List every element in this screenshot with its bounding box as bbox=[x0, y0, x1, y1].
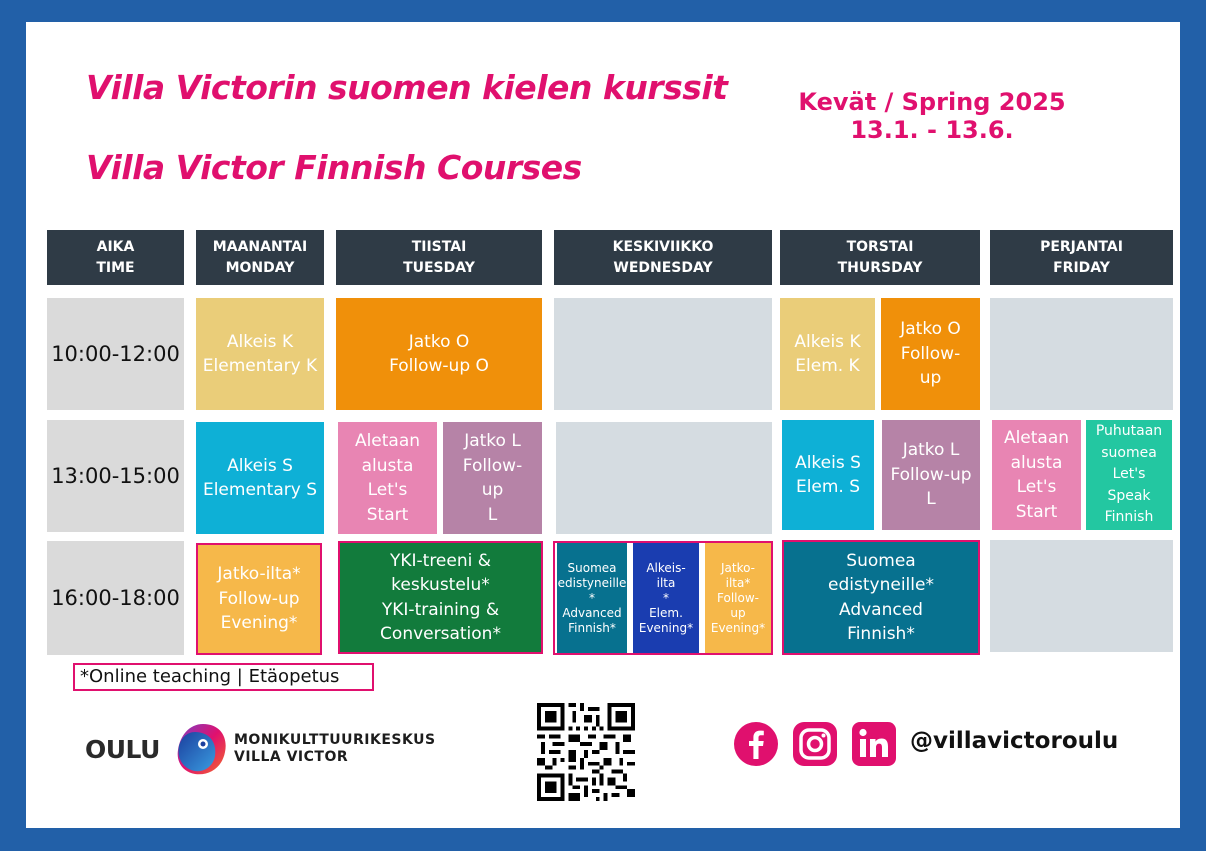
course-name-fi: Jatko O bbox=[900, 319, 961, 340]
header-thursday-en: THURSDAY bbox=[837, 259, 923, 276]
header-wednesday-en: WEDNESDAY bbox=[613, 259, 713, 276]
course-name-en: Follow-up bbox=[890, 464, 972, 485]
header-monday-en: MONDAY bbox=[225, 259, 295, 276]
course-name-en: Elem. S bbox=[795, 477, 861, 497]
course-name-fi: Jatko-ilta* bbox=[217, 564, 301, 585]
course-name-en-cont: up bbox=[481, 480, 504, 500]
title-finnish: Villa Victorin suomen kielen kurssit bbox=[86, 68, 728, 107]
instagram-icon[interactable] bbox=[792, 721, 838, 767]
header-monday-fi: MAANANTAI bbox=[212, 238, 308, 255]
title-english: Villa Victor Finnish Courses bbox=[86, 148, 582, 187]
course-name-fi-cont: keskustelu* bbox=[391, 575, 490, 595]
course-name-fi-cont: ilta* bbox=[725, 575, 751, 590]
empty-slot-wednesday-morning bbox=[554, 298, 772, 410]
course-name-fi: Alkeis- bbox=[646, 560, 686, 575]
course-name-fi-cont: ilta bbox=[656, 575, 676, 590]
header-friday-en: FRIDAY bbox=[1053, 259, 1110, 276]
course-level: L bbox=[487, 504, 498, 525]
course-name-en: Let's bbox=[367, 480, 408, 500]
social-handle[interactable]: @villavictoroulu bbox=[910, 728, 1119, 754]
course-jatko-o-tuesday[interactable] bbox=[336, 298, 542, 410]
course-name-en: Let's bbox=[1112, 466, 1146, 483]
qr-code-icon[interactable] bbox=[537, 703, 635, 801]
time-slot-morning: 10:00-12:00 bbox=[47, 298, 184, 410]
empty-slot-friday-morning bbox=[990, 298, 1173, 410]
time-slot-afternoon: 13:00-15:00 bbox=[47, 420, 184, 532]
course-alkeis-ilta-wednesday[interactable] bbox=[633, 543, 699, 653]
course-level: L bbox=[926, 489, 936, 510]
course-name-fi: Alkeis S bbox=[227, 455, 293, 476]
course-name-en-cont: Speak bbox=[1107, 487, 1151, 504]
course-name-en: Advanced bbox=[839, 599, 923, 620]
course-name-fi: Jatko- bbox=[720, 560, 755, 575]
course-alkeis-k-monday[interactable] bbox=[196, 298, 324, 410]
course-aletaan-alusta-friday[interactable] bbox=[992, 420, 1081, 530]
wednesday-evening-group bbox=[553, 541, 773, 655]
course-jatko-o-thursday[interactable] bbox=[881, 298, 980, 410]
course-online-mark: * bbox=[663, 590, 669, 605]
course-name-en: Follow-up O bbox=[389, 356, 489, 376]
course-name-en: Elem. K bbox=[795, 356, 860, 376]
course-jatko-ilta-wednesday[interactable] bbox=[705, 543, 771, 653]
course-yki-treeni-tuesday[interactable] bbox=[338, 541, 543, 654]
course-name-en: YKI-training & bbox=[381, 599, 500, 620]
course-alkeis-s-monday[interactable] bbox=[196, 422, 324, 534]
organization-line1: MONIKULTTUURIKESKUS bbox=[234, 732, 436, 748]
course-name-fi: Aletaan bbox=[1003, 428, 1070, 448]
course-jatko-l-thursday[interactable] bbox=[882, 420, 980, 530]
time-slot-evening: 16:00-18:00 bbox=[47, 541, 184, 655]
course-name-en-cont: Finnish* bbox=[568, 620, 616, 635]
season-label: Kevät / Spring 2025 bbox=[798, 88, 1066, 116]
season-info bbox=[776, 88, 1088, 144]
course-name-en: Follow-up bbox=[218, 588, 300, 609]
empty-slot-friday-evening bbox=[990, 540, 1173, 652]
course-name-en: Elem. bbox=[649, 605, 683, 620]
course-name-fi: Jatko O bbox=[408, 331, 470, 352]
course-puhutaan-suomea-friday[interactable] bbox=[1086, 420, 1172, 530]
course-name-en: Let's bbox=[1016, 477, 1057, 497]
header-time bbox=[47, 230, 184, 285]
course-name-fi-cont: alusta bbox=[1010, 452, 1063, 473]
course-name-fi: Suomea bbox=[846, 550, 916, 571]
course-online-mark: * bbox=[589, 590, 595, 605]
empty-slot-wednesday-afternoon bbox=[556, 422, 772, 534]
course-name-en-cont: Finnish* bbox=[847, 624, 915, 644]
course-name-en-cont: up bbox=[730, 605, 746, 620]
linkedin-icon[interactable] bbox=[851, 721, 897, 767]
header-thursday-fi: TORSTAI bbox=[846, 238, 914, 255]
course-name-en-cont: Evening* bbox=[638, 620, 694, 635]
course-alkeis-k-thursday[interactable] bbox=[780, 298, 875, 410]
course-name-fi: Puhutaan bbox=[1095, 423, 1163, 440]
course-name-fi: Alkeis K bbox=[794, 331, 861, 352]
course-name-en: Follow- bbox=[462, 455, 523, 476]
course-alkeis-s-thursday[interactable] bbox=[782, 420, 874, 530]
course-aletaan-alusta-tuesday[interactable] bbox=[338, 422, 437, 534]
course-name-fi: Jatko L bbox=[902, 440, 960, 461]
course-name-en-cont: Conversation* bbox=[380, 624, 501, 644]
course-name-en-cont2: Evening* bbox=[710, 620, 766, 635]
header-tuesday-en: TUESDAY bbox=[403, 259, 475, 276]
course-name-fi-cont: edistyneille bbox=[557, 575, 627, 590]
course-name-fi-cont: suomea bbox=[1101, 444, 1157, 461]
course-jatko-l-tuesday[interactable] bbox=[443, 422, 542, 534]
course-name-fi: Alkeis K bbox=[226, 331, 294, 352]
course-name-fi-cont: edistyneille* bbox=[828, 575, 934, 595]
header-wednesday-fi: KESKIVIIKKO bbox=[612, 238, 714, 255]
course-jatko-ilta-monday[interactable] bbox=[196, 543, 322, 655]
course-name-en-cont: Evening* bbox=[220, 613, 298, 634]
season-dates: 13.1. - 13.6. bbox=[850, 116, 1014, 144]
organization-line2: VILLA VICTOR bbox=[234, 749, 349, 765]
header-wednesday bbox=[554, 230, 772, 285]
course-name-en: Elementary K bbox=[202, 356, 318, 376]
course-name-fi: Suomea bbox=[567, 560, 617, 575]
course-name-fi: YKI-treeni & bbox=[389, 550, 492, 571]
course-name-en: Advanced bbox=[562, 605, 622, 620]
facebook-icon[interactable] bbox=[733, 721, 779, 767]
organization-name bbox=[234, 732, 436, 766]
course-name-fi: Aletaan bbox=[354, 431, 421, 451]
header-time-fi: AIKA bbox=[96, 238, 135, 255]
course-name-fi: Alkeis S bbox=[795, 452, 861, 473]
course-name-en-cont2: Finnish bbox=[1104, 509, 1154, 526]
course-name-fi: Jatko L bbox=[464, 431, 521, 451]
header-thursday bbox=[780, 230, 980, 285]
course-name-en: Elementary S bbox=[202, 480, 318, 500]
header-monday bbox=[196, 230, 324, 285]
header-friday-fi: PERJANTAI bbox=[1040, 238, 1123, 255]
course-suomea-edistyneille-wednesday[interactable] bbox=[557, 543, 627, 653]
header-tuesday bbox=[336, 230, 542, 285]
course-name-fi-cont: alusta bbox=[361, 455, 414, 476]
course-name-en-cont: Start bbox=[1015, 501, 1058, 522]
oulu-logo-icon bbox=[173, 722, 229, 778]
header-friday bbox=[990, 230, 1173, 285]
online-teaching-note: *Online teaching | Etäopetus bbox=[73, 663, 374, 691]
course-name-en-cont: Start bbox=[366, 504, 409, 525]
header-time-en: TIME bbox=[96, 259, 135, 276]
oulu-wordmark: OULU bbox=[85, 735, 160, 764]
course-name-en-cont: up bbox=[919, 368, 942, 389]
course-name-en: Follow- bbox=[900, 343, 961, 364]
header-tuesday-fi: TIISTAI bbox=[411, 238, 467, 255]
course-name-en: Follow- bbox=[717, 590, 759, 605]
course-suomea-edistyneille-thursday[interactable] bbox=[782, 540, 980, 655]
